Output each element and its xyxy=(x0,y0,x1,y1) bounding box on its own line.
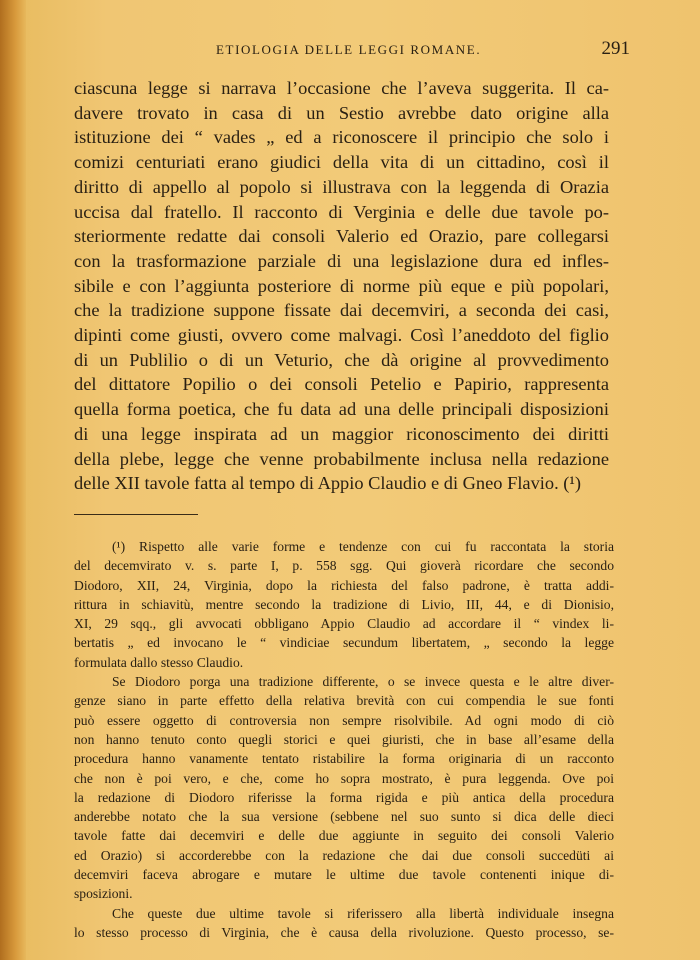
footnotes-block xyxy=(74,537,614,942)
footnote-paragraph xyxy=(74,672,614,904)
main-text-line: davere trovato in casa di un Sestio avrebbe dato origine alla xyxy=(74,102,609,123)
footnote-line: può essere oggetto di controversia non sempre risolvibile. Ad ogni modo di ciò xyxy=(74,712,614,728)
page-number: 291 xyxy=(601,38,630,59)
footnote-line: decemviri faceva abrogare e mutare le ultime due tavole contenenti inique di- xyxy=(74,867,614,883)
main-text-block xyxy=(74,76,609,496)
footnote-line: sposizioni. xyxy=(74,886,133,902)
book-page xyxy=(26,0,700,960)
footnote-line: bertatis „ ed invocano le “ vindiciae secundum libertatem, „ secondo la legge xyxy=(74,635,614,651)
book-gutter xyxy=(0,0,26,960)
main-text-line: con la trasformazione parziale di una legislazione dura ed infles- xyxy=(74,250,609,271)
main-text-line: steriormente redatte dai consoli Valerio ed Orazio, pare collegarsi xyxy=(74,226,609,247)
footnote-line: Diodoro, XII, 24, Virginia, dopo la richiesta del falso padrone, è tratta addi- xyxy=(74,577,614,593)
main-text-line: della plebe, legge che venne probabilmente inclusa nella redazione xyxy=(74,448,609,469)
footnote-line: che non è poi vero, e che, come ho sopra mostrato, è pura leggenda. Ove poi xyxy=(74,770,614,786)
footnote-line: Se Diodoro porga una tradizione differente, o se invece questa e le altre diver- xyxy=(112,674,614,690)
running-head xyxy=(26,38,700,62)
main-text-line: diritto di appello al popolo si illustrava con la leggenda di Orazia xyxy=(74,176,609,197)
main-text-line: delle XII tavole fatta al tempo di Appio Claudio e di Gneo Flavio. (¹) xyxy=(74,473,582,494)
footnote-line: formulata dallo stesso Claudio. xyxy=(74,654,244,670)
footnote-line: anderebbe notato che la sua versione (sebbene nel suo sunto si dica delle dieci xyxy=(74,809,614,825)
main-text-line: ciascuna legge si narrava l’occasione che l’aveva suggerita. Il ca- xyxy=(74,78,609,98)
footnote-line: non hanno tenuto conto quegli storici e quei giuristi, che in base all’esame della xyxy=(74,731,614,747)
running-title: ETIOLOGIA DELLE LEGGI ROMANE. xyxy=(216,42,482,57)
footnote-line: rittura in schiavitù, mentre secondo la tradizione di Livio, III, 44, e di Dionisio, xyxy=(74,596,614,612)
main-text-line: del dittatore Popilio o dei consoli Petelio e Papirio, rappresenta xyxy=(74,374,609,395)
footnote-line: XI, 29 sqq., gli avvocati obbligano Appio Claudio ad accordare il “ vindex li- xyxy=(74,616,614,632)
footnote-paragraph xyxy=(74,904,614,943)
main-text-line: che la tradizione suppone fissate dai decemviri, a seconda dei casi, xyxy=(74,300,609,321)
main-text-line: uccisa dal fratello. Il racconto di Verginia e delle due tavole po- xyxy=(74,201,609,222)
main-text-line: comizi centuriati erano giudici della vita di un cittadino, così il xyxy=(74,152,609,173)
main-text-line: sibile e con l’aggiunta posteriore di norme più eque e più popolari, xyxy=(74,275,609,296)
footnote-line: Che queste due ultime tavole si riferissero alla libertà individuale insegna xyxy=(112,905,614,921)
footnote-line: genze siano in parte effetto della relativa brevità con cui compendia le sue fonti xyxy=(74,693,614,709)
footnote-line: lo stesso processo di Virginia, che è causa della rivoluzione. Questo processo, se- xyxy=(74,924,614,940)
main-text-line: quella forma poetica, che fu data ad una delle principali disposizioni xyxy=(74,399,609,420)
footnote-line: (¹) Rispetto alle varie forme e tendenze con cui fu raccontata la storia xyxy=(112,539,614,554)
footnote-line: procedura hanno vanamente tentato ristabilire la forma originaria di un racconto xyxy=(74,751,614,767)
footnote-line: ed Orazio) si accorderebbe con la redazione che dai due consoli succedüti ai xyxy=(74,847,614,863)
footnote-line: tavole fatte dai decemviri e delle due aggiunte in seguito dei consoli Valerio xyxy=(74,828,614,844)
main-text-line: di un Publilio o di un Veturio, che dà origine al provvedimento xyxy=(74,349,609,370)
footnote-line: la redazione di Diodoro riferisse la forma rigida e più antica della procedura xyxy=(74,789,614,805)
main-text-line: dipinti come giusti, ovvero come malvagi. Così l’aneddoto del figlio xyxy=(74,325,609,346)
main-text-line: istituzione dei “ vades „ ed a riconoscere il principio che solo i xyxy=(74,127,609,148)
footnote-paragraph xyxy=(74,537,614,672)
footnote-divider xyxy=(74,514,198,515)
main-text-line: di una legge inspirata ad un maggior riconoscimento dei diritti xyxy=(74,423,609,444)
footnote-line: del decemvirato v. s. parte I, p. 558 sgg. Qui gioverà ricordare che secondo xyxy=(74,558,614,574)
